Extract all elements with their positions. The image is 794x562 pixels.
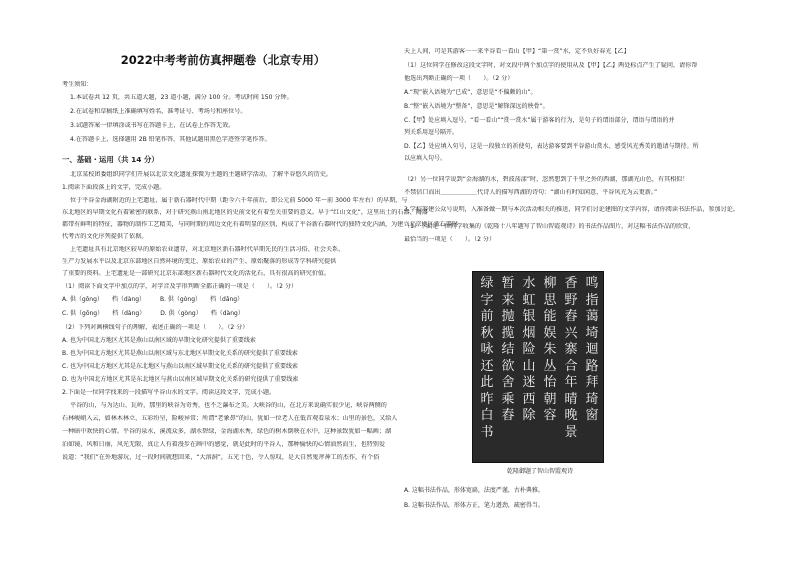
- calligraphy-character: 烟: [522, 325, 536, 341]
- calligraphy-character: 年: [564, 375, 578, 390]
- body-line: 东北地区的早期文化有着紧密的联系，对于研究燕山南北地区的史前文化有着至关重要的意义。早于“红山文化”，这里出土的石器、陶器: [62, 209, 428, 216]
- calligraphy-character: 舂: [501, 408, 515, 423]
- note-line: 1.本试卷共 12 页，共五道大题，23 道小题，满分 100 分。考试时间 150 分钟。: [70, 94, 293, 101]
- body-line: 了重要的资料。上宅遗址是一部研究北京东部地区新石器时代文化的活化石，具有很高的研究价值。: [62, 270, 331, 277]
- calligraphy-character: 指: [585, 292, 599, 308]
- calligraphy-character: 晴: [564, 391, 578, 407]
- option-line: D.【乙】处应填入句号，这是一段独立的祈使句，表达游客要到平谷游山赏水、感受风光秀美的邀请与期待。所: [404, 143, 699, 150]
- body-line: 不禁信口而出＿＿＿＿＿＿代诗人的描写西湖的诗句：“湖山有时知闲意，平谷风光为云更新。”: [404, 189, 658, 196]
- body-line: 泊如镜，风和日丽，风光无限，真让人有着漫步在画中的感觉，就是此时的平谷人，那种愉快的心情油然而生，也特别爱: [62, 441, 385, 448]
- calligraphy-character: 丛: [543, 358, 557, 374]
- calligraphy-character: 朝: [543, 391, 557, 407]
- calligraphy-caption: 乾隆御题了智山智霞观诗: [506, 468, 573, 475]
- notes-heading: 考生须知：: [62, 81, 93, 88]
- calligraphy-character: 绿: [480, 276, 494, 291]
- calligraphy-character: 字: [480, 292, 494, 308]
- calligraphy-character: 揽: [501, 325, 515, 341]
- calligraphy-character: 琦: [585, 391, 599, 407]
- question-line: （1）这位同学在修改这段文字时，对文段中两个加点字的使用从及【甲】【乙】两处标点产生了疑问，请你帮: [404, 62, 698, 69]
- option-line: A. 这幅书法作品，形体宽扁，法度严谨，古朴典雅。: [404, 487, 544, 494]
- calligraphy-character: 晚: [564, 408, 578, 423]
- calligraphy-character: 容: [543, 408, 557, 423]
- calligraphy-character: 还: [480, 358, 494, 374]
- calligraphy-character: 路: [585, 358, 599, 374]
- calligraphy-character: 结: [501, 342, 515, 357]
- option-line: A. 供（gōng） 档（dàng） B. 供（gòng） 档（dǎng）: [62, 296, 244, 303]
- calligraphy-character: 迴: [585, 342, 599, 357]
- option-line: 以应填入句号。: [404, 155, 447, 162]
- option-line: A.“现”嵌入语境为“已成”，意思是“不偏颇的山”。: [404, 89, 537, 96]
- calligraphy-column: [563, 276, 579, 441]
- calligraphy-character: 景: [564, 424, 578, 440]
- body-line: 石林峻峭入云，如林木林立，五彩纷呈，险峻异常；所谓“老象鼻”的山，犹如一位老人在低首观看泉水；山里的景色，又给人: [62, 415, 398, 422]
- calligraphy-character: 乘: [501, 391, 515, 407]
- option-line: D. 也为中国北方地区尤其是东北地区与燕山以南区域早期文化关系的研究提供了重要线索: [62, 376, 299, 383]
- calligraphy-character: 拜: [585, 375, 599, 390]
- note-line: 2.在试卷和草稿纸上准确填写姓名、准考证号、考场号和座位号。: [70, 108, 247, 115]
- calligraphy-column: [479, 276, 495, 441]
- question-line: 他选出判断正确的一项（ ）。（2 分）: [404, 75, 514, 82]
- calligraphy-character: 暂: [501, 276, 515, 291]
- calligraphy-character: 鸣: [585, 276, 599, 291]
- calligraphy-character: 西: [522, 391, 536, 407]
- calligraphy-character: 虹: [522, 292, 536, 308]
- body-line: 平谷的山，与为达山、瓦岭，那里的峡谷为奇秀，也不乏瀑布之美。大峡谷的山，在北方来说确实很少见，峡谷两侧的: [70, 402, 387, 409]
- calligraphy-character: 蔼: [585, 309, 599, 324]
- calligraphy-character: 迷: [522, 375, 536, 390]
- calligraphy-character: 思: [543, 292, 557, 308]
- calligraphy-character: 昨: [480, 391, 494, 407]
- calligraphy-character: 此: [480, 375, 494, 390]
- option-line: 列关系用逗号隔开。: [404, 129, 459, 136]
- calligraphy-character: 除: [522, 408, 536, 423]
- question-line: （2）下列对画横线句子的理解，表述正确的一项是（ ）。（2 分）: [62, 324, 249, 331]
- body-line: 北京某校团委组织同学们开展以北京文化遗址探微为主题的主题研学活动，了解平谷悠久的历史。: [70, 171, 333, 178]
- calligraphy-character: 险: [522, 342, 536, 357]
- calligraphy-character: 窗: [585, 408, 599, 423]
- question-line: （2）另一位同学说到“金海湖的水，碧波荡漾”时，忽然想到了千里之外的西湖，那湖光山色，有其相似！: [404, 176, 689, 183]
- calligraphy-character: 朱: [543, 342, 557, 357]
- calligraphy-character: 香: [564, 276, 578, 291]
- question-line: （1）下面是一位同学收集的《乾隆十八年题写了智山智霞观诗》的书法作品图片，对这幅书法作品的欣赏，: [404, 223, 695, 230]
- option-line: C. 也为中国北方地区尤其是东北地区与燕山以南区域早期文化关系的研究提供了重要线索: [62, 363, 299, 370]
- calligraphy-character: 寨: [564, 342, 578, 357]
- calligraphy-character: 秋: [480, 325, 494, 341]
- calligraphy-character: 前: [480, 309, 494, 324]
- question-line: 2.下面是一位同学找来的一段描写平谷山水的文字。阅读这段文字，完成小题。: [62, 389, 276, 396]
- calligraphy-character: 野: [564, 292, 578, 308]
- calligraphy-column: [521, 276, 537, 425]
- calligraphy-character: 埼: [585, 325, 599, 341]
- option-line: B.“整”嵌入语境为“整备”，意思是“解锋深远的秧骨”。: [404, 103, 549, 110]
- calligraphy-character: 合: [564, 358, 578, 374]
- body-line: 说道：“我们”在外地游玩，过一段时间就想回来，“大溶洞”，五光十色，令人惊叹，是大自然鬼斧神工的杰作，有个俗: [62, 454, 380, 461]
- question-line: 最恰当的一项是（ ）。（2 分）: [404, 236, 496, 243]
- calligraphy-character: 舂: [564, 309, 578, 324]
- calligraphy-character: 欲: [501, 358, 515, 374]
- paper-title: 2022中考考前仿真押题卷（北京专用）: [120, 53, 326, 67]
- section-heading: 一、基础・运用（共 14 分）: [62, 155, 159, 164]
- question-line: 3.学校筹建公众号说明，入准备做一期与本次活动相关的推送，同学们讨论建图的文字内容，请你阅读书法作品，参加讨论。: [404, 206, 739, 213]
- calligraphy-character: 来: [501, 292, 515, 308]
- body-line: 代考古的文化序列提供了依据。: [62, 233, 148, 240]
- calligraphy-character: 娱: [543, 325, 557, 341]
- note-line: 4.在答题卡上，选择题用 2B 铅笔作答，其他试题用黑色字迹签字笔作答。: [70, 136, 271, 143]
- calligraphy-character: 水: [522, 276, 536, 291]
- note-line: 3.试题答案一律填涂或书写在答题卡上，在试卷上作答无效。: [70, 122, 235, 129]
- calligraphy-character: 银: [522, 309, 536, 324]
- calligraphy-character: 兴: [564, 325, 578, 341]
- calligraphy-character: 抛: [501, 309, 515, 324]
- body-line: 都带有鲜明的特征，器物的制作工艺精美，与同时期的周边文化有着明显的区别，构成了平谷新石器时代的独特文化内涵，为建立北京地区新石器时: [62, 221, 459, 228]
- calligraphy-column: [500, 276, 516, 425]
- calligraphy-character: 书: [480, 424, 494, 440]
- question-line: 1.阅读下面段落上的文字，完成小题。: [62, 184, 166, 191]
- calligraphy-character: 能: [543, 309, 557, 324]
- option-line: C. 供（gōng） 档（dàng） D. 供（gòng） 档（dàng）: [62, 310, 244, 317]
- calligraphy-character: 白: [480, 408, 494, 423]
- option-line: A. 也为中国北方地区尤其是燕山以南区域的早期文化研究提供了重要线索: [62, 337, 256, 344]
- body-line: 生产力发展水平以及北京东部地区自然环境的变迁、原始农业的产生、原始聚落的形成等学科研究提供: [62, 258, 337, 265]
- calligraphy-character: 舍: [501, 375, 515, 390]
- calligraphy-character: 咏: [480, 342, 494, 357]
- option-line: B. 也为中国北方地区尤其是燕山以南区域与东北地区早期文化关系的研究提供了重要线索: [62, 350, 298, 357]
- option-line: C.【甲】处应填入逗号，“看一看山”“赏一赏水”属于游客的行为，是句子的谓语部分，谓语与谓语的并: [404, 117, 675, 124]
- calligraphy-character: 怡: [543, 375, 557, 390]
- calligraphy-character: 山: [522, 358, 536, 374]
- calligraphy-column: [542, 276, 558, 425]
- calligraphy-image: [472, 271, 604, 463]
- body-line: 天上人间，可是其游客一一来平谷看一看山【甲】“第一赏”水，定不负好春光【乙】: [404, 48, 630, 55]
- option-line: B. 这幅书法作品，形体方正，笔力遒劲，疏密得当。: [404, 502, 544, 509]
- question-line: （1）阅读下面文字中加点的字，对字音及字形判断全都正确的一项是（ ）。（2 分）: [62, 283, 298, 290]
- body-line: 一种暗中欢快的心情。平谷的泉水，溪流众多，湖水碧绿，金海湖水秀，绿色的树木倒映在水中，这种景致犹如一幅画；湖: [62, 428, 392, 435]
- body-line: 位于平谷金海湖附近的上宅遗址，属于新石器时代中期（距今六千年前后，即公元前 5000 年～前 3000 年左右）的早期，与: [70, 197, 408, 204]
- calligraphy-character: 柳: [543, 276, 557, 291]
- body-line: 上宅遗址具有北京地区较早的原始农业遗存，对北京地区新石器时代早期先民的生活习俗、社会关系、: [70, 246, 345, 253]
- calligraphy-column: [584, 276, 600, 425]
